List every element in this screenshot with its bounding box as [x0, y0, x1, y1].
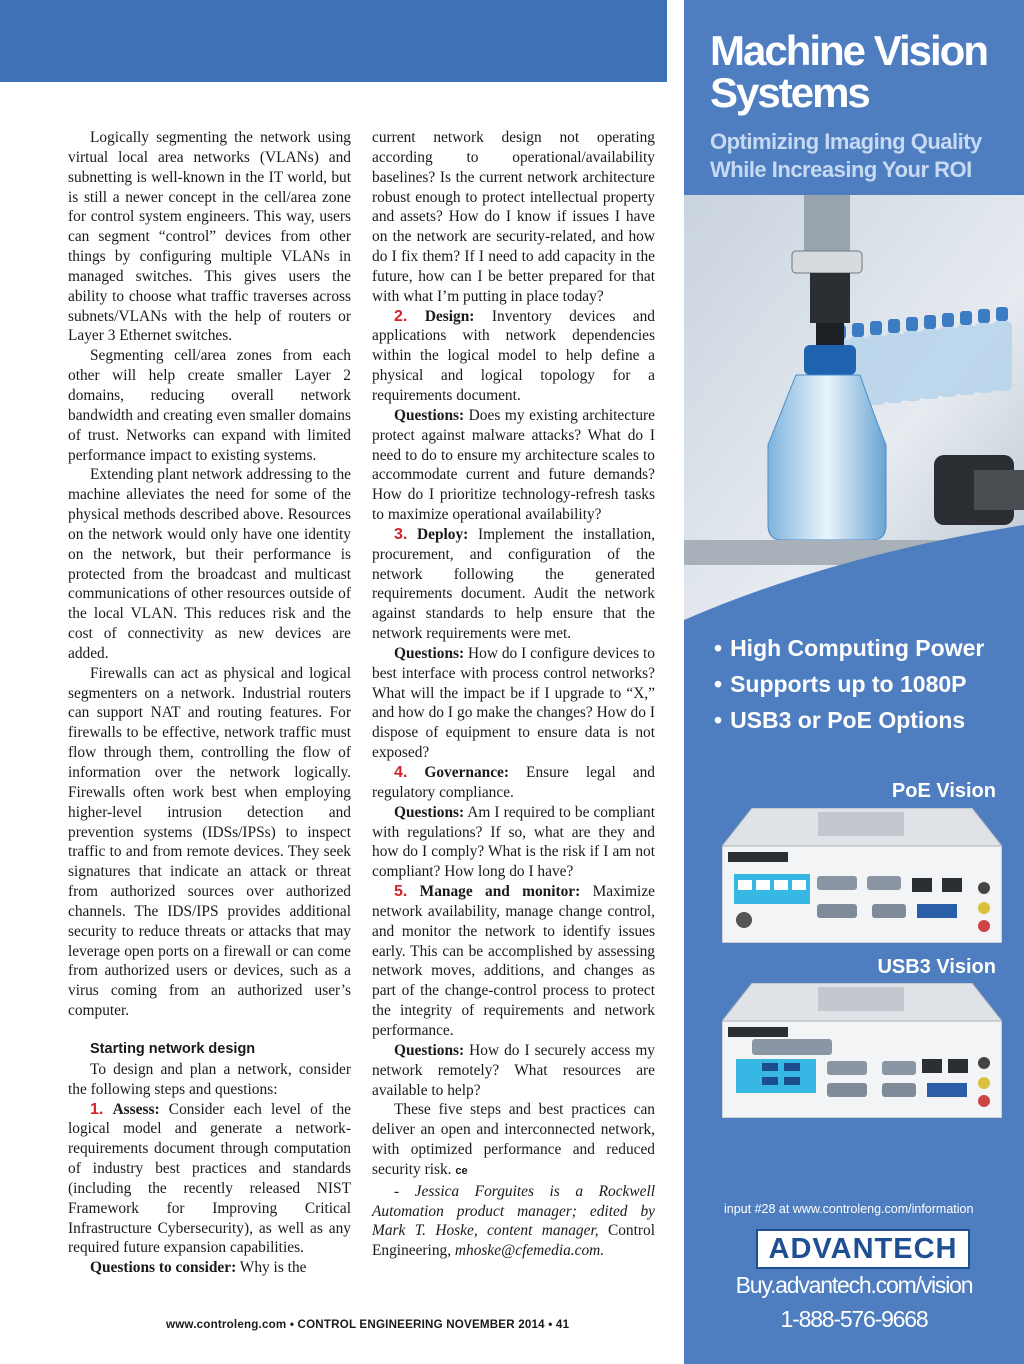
questions-design	[372, 406, 655, 525]
step-number: 5.	[394, 883, 408, 901]
ad-feature-list	[714, 630, 1024, 738]
step-governance	[372, 763, 655, 803]
step-text: Inventory devices and applications with network dependencies within the logical model to help define a physical and logical topology for a requirements document.	[372, 307, 655, 404]
questions-assess	[68, 1258, 351, 1278]
questions-text: Am I required to be compliant with regulations? If so, what are they and how do I comply? What is the risk if I am not compliant? How long do I have?	[372, 803, 655, 881]
paragraph: Extending plant network addressing to the machine alleviates the need for some of the physical methods described above. Resources on the network would only have one identity on the network, but their performance is protected from the broadcast and multicast communications of other resources outside of the local VLAN. This reduces risk and the cost of connectivity as new devices are added.	[68, 466, 351, 662]
byline-publication: Control Engineering,	[372, 1222, 655, 1260]
step-lead: Deploy:	[417, 525, 469, 543]
ad-subtitle: Optimizing Imaging Quality While Increasing Your ROI	[710, 129, 982, 182]
step-manage	[372, 882, 655, 1041]
reader-input-number: input #28 at www.controleng.com/information	[724, 1202, 974, 1216]
article-column-middle	[372, 128, 655, 1261]
ad-phone-number: 1-888-576-9668	[780, 1306, 928, 1332]
ad-feature-item: • High Computing Power	[714, 630, 1024, 666]
byline-text: - Jessica Forguites is a Rockwell Automation product manager; edited by Mark T. Hoske, content manager,	[372, 1182, 655, 1240]
step-number: 3.	[394, 525, 408, 543]
step-lead: Assess:	[112, 1100, 160, 1118]
step-text: Consider each level of the logical model and generate a network-requirements document through computation of industry best practices and standards (including the recently released NIST Framework for Improving Critical Infrastructure Cybersecurity), as well as any required future expansion capabilities.	[68, 1100, 351, 1257]
closing-text: These five steps and best practices can deliver an open and interconnected network, with optimized performance and reduced security risk.	[372, 1101, 655, 1178]
paragraph: Firewalls can act as physical and logical segmenters on a network. Industrial routers can support NAT and routing features. For firewalls to be effective, network traffic must flow through them, controlling the flow of information over the network logically. Firewalls often work best when employing higher-level intrusion detection and prevention systems (IDSs/IPSs) to inspect traffic to and from remote devices. They seek signatures that indicate an attack or threat from authorized sources over authorized channels. The IDS/IPS provides additional security to reduce threats or attacks that may leverage open ports on a firewall or can come from authorized users or devices, such as a virus coming from an authorized user’s computer.	[68, 664, 351, 1020]
step-number: 2.	[394, 307, 408, 325]
paragraph: current network design not operating according to operational/availability baselines? Is the current network architecture robust enough to protect intellectual property and assets? How do I know if issues I have on the network are security-related, and how do I fix them? If I need to add capacity in the future, how can I be better prepared for that with what I’m putting in place today?	[372, 129, 655, 305]
questions-deploy	[372, 644, 655, 763]
author-byline	[372, 1182, 655, 1261]
questions-text: How do I configure devices to best interface with process control networks? What will the impact be if I upgrade to “X,” and how do I go make the changes? How do I dispose of equipment to ensure data is not exposed?	[372, 644, 655, 762]
questions-lead: Questions:	[394, 644, 465, 662]
ad-feature-item: • USB3 or PoE Options	[714, 702, 1024, 738]
step-lead: Governance:	[424, 764, 510, 781]
questions-governance	[372, 803, 655, 882]
paragraph: To design and plan a network, consider the following steps and questions:	[68, 1060, 351, 1098]
article-column-left	[68, 128, 351, 1278]
step-text: Implement the installation, procurement, and configuration of the network following the generated requirements document. Audit the network against standards to help ensure that the network requirements were met.	[372, 525, 655, 643]
step-text: Ensure legal and regulatory compliance.	[372, 764, 655, 801]
ad-feature-item: • Supports up to 1080P	[714, 666, 1024, 702]
poe-vision-label: PoE Vision	[891, 780, 996, 802]
questions-lead: Questions:	[394, 803, 465, 821]
usb3-vision-device-image	[722, 983, 1002, 1118]
step-lead: Manage and monitor:	[419, 883, 581, 901]
questions-lead: Questions to consider:	[90, 1259, 237, 1277]
page-footer: www.controleng.com • CONTROL ENGINEERING NOVEMBER 2014 • 41	[166, 1318, 570, 1331]
step-text: Maximize network availability, manage change control, and monitor the network to identify issues early. This can be accomplished by assessing network moves, additions, and changes as part of the change-control process to protect the integrity of requirements and network performance.	[372, 883, 655, 1039]
paragraph: Logically segmenting the network using virtual local area networks (VLANs) and subnetting is well-known in the IT world, but is still a newer concept in the cell/area zone for control system engineers. This way, users can segment “control” devices from other things by configuring multiple VLANs in managed switches. This gives users the ability to choose what traffic traverses across subnets/VLANs with the help of routers or Layer 3 Ethernet switches.	[68, 129, 351, 345]
advertisement[interactable]	[684, 0, 1024, 1364]
step-assess	[68, 1100, 351, 1259]
poe-vision-device-image	[722, 808, 1002, 943]
advantech-logo	[756, 1229, 970, 1269]
closing-paragraph	[372, 1100, 655, 1181]
header-color-bar	[0, 0, 667, 82]
ad-title: Machine Vision Systems	[710, 27, 987, 116]
end-mark: ce	[455, 1164, 468, 1177]
questions-lead: Questions:	[394, 1041, 465, 1059]
paragraph: Segmenting cell/area zones from each other will help create smaller Layer 2 domains, reducing overall network bandwidth and creating even smaller domains of trust. Networks can expand with limited performance impact to existing systems.	[68, 347, 351, 464]
brand-wordmark: ADVANTECH	[768, 1232, 958, 1265]
step-deploy	[372, 525, 655, 644]
questions-manage	[372, 1041, 655, 1101]
step-number: 4.	[394, 764, 408, 781]
byline-email: mhoske@cfemedia.com.	[454, 1242, 605, 1260]
bottle-camera-photo	[684, 195, 1024, 625]
usb3-vision-label: USB3 Vision	[877, 956, 996, 978]
questions-text: Why is the	[236, 1259, 307, 1277]
step-design	[372, 307, 655, 406]
questions-text: How do I securely access my network remotely? What resources are available to help?	[372, 1041, 655, 1099]
questions-lead: Questions:	[394, 406, 465, 424]
step-number: 1.	[90, 1100, 104, 1118]
section-heading: Starting network design	[90, 1040, 256, 1057]
step-lead: Design:	[424, 307, 475, 325]
questions-text: Does my existing architecture protect against malware attacks? What do I need to do to ensure my architecture scales to accommodate current and future demands? How do I prioritize technology-refresh tasks to maximize operational availability?	[372, 406, 655, 524]
ad-website-link[interactable]: Buy.advantech.com/vision	[735, 1272, 973, 1298]
